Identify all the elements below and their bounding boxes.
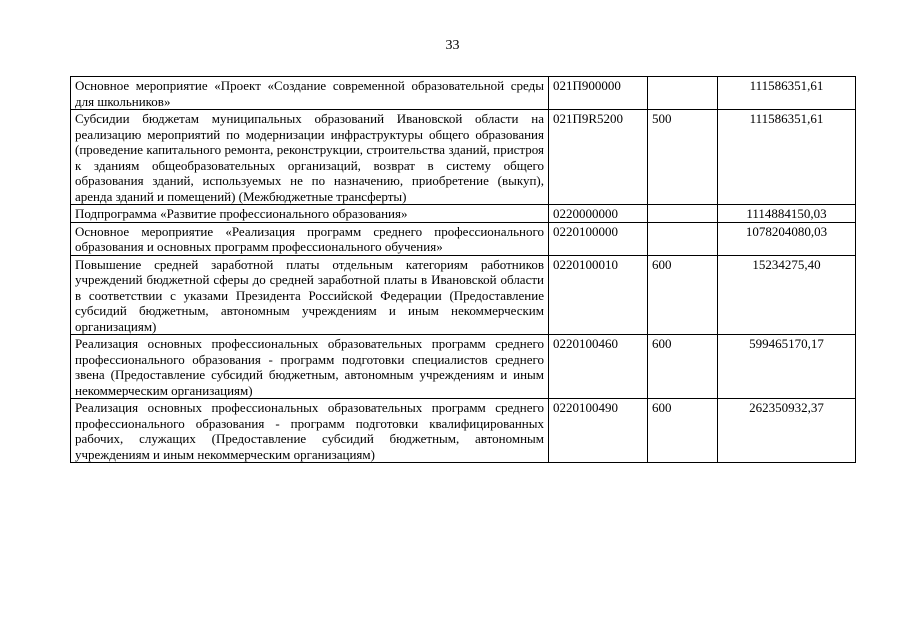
- row-expense-type: [648, 77, 718, 110]
- row-name: Субсидии бюджетам муниципальных образований Ивановской области на реализацию мероприятий по модернизации инфраструктуры общего образования (проведение капитального ремонта, реконструкции, строительства зданий, пристроя к зданиям общеобразовательных организаций, возврат в систему общего образования зданий, используемых не по назначению, приобретение (выкуп), аренда зданий и помещений) (Межбюджетные трансферты): [71, 110, 549, 205]
- row-amount: 599465170,17: [718, 335, 856, 399]
- row-amount: 1114884150,03: [718, 205, 856, 223]
- row-amount: 262350932,37: [718, 399, 856, 463]
- row-name: Основное мероприятие «Реализация программ среднего профессионального образования и основных программ профессионального обучения»: [71, 222, 549, 255]
- table-row: [71, 335, 856, 399]
- row-code: 0220000000: [549, 205, 648, 223]
- row-amount: 1078204080,03: [718, 222, 856, 255]
- table-row: [71, 222, 856, 255]
- row-name: Повышение средней заработной платы отдельным категориям работников учреждений бюджетной сферы до средней заработной платы в Ивановской области в соответствии с указами Президента Российской Федерации (Предоставление субсидий бюджетным, автономным учреждениям и иным некоммерческим организациям): [71, 255, 549, 335]
- row-expense-type: 500: [648, 110, 718, 205]
- row-code: 0220100010: [549, 255, 648, 335]
- row-code: 021П9R5200: [549, 110, 648, 205]
- row-amount: 15234275,40: [718, 255, 856, 335]
- row-code: 0220100490: [549, 399, 648, 463]
- table-row: [71, 255, 856, 335]
- row-expense-type: 600: [648, 335, 718, 399]
- table-row: [71, 205, 856, 223]
- row-code: 0220100460: [549, 335, 648, 399]
- row-code: 021П900000: [549, 77, 648, 110]
- row-amount: 111586351,61: [718, 110, 856, 205]
- row-expense-type: 600: [648, 399, 718, 463]
- row-expense-type: 600: [648, 255, 718, 335]
- budget-table: [70, 76, 856, 463]
- row-name: Реализация основных профессиональных образовательных программ среднего профессионального образования - программ подготовки специалистов среднего звена (Предоставление субсидий бюджетным, автономным учреждениям и иным некоммерческим организациям): [71, 335, 549, 399]
- row-amount: 111586351,61: [718, 77, 856, 110]
- row-code: 0220100000: [549, 222, 648, 255]
- row-name: Реализация основных профессиональных образовательных программ среднего профессионального образования - программ подготовки квалифицированных рабочих, служащих (Предоставление субсидий бюджетным, автономным учреждениям и иным некоммерческим организациям): [71, 399, 549, 463]
- table-row: [71, 77, 856, 110]
- row-expense-type: [648, 222, 718, 255]
- row-name: Основное мероприятие «Проект «Создание современной образовательной среды для школьников»: [71, 77, 549, 110]
- table-row: [71, 110, 856, 205]
- row-name: Подпрограмма «Развитие профессионального образования»: [71, 205, 549, 223]
- page-number: 33: [445, 38, 460, 53]
- row-expense-type: [648, 205, 718, 223]
- table-row: [71, 399, 856, 463]
